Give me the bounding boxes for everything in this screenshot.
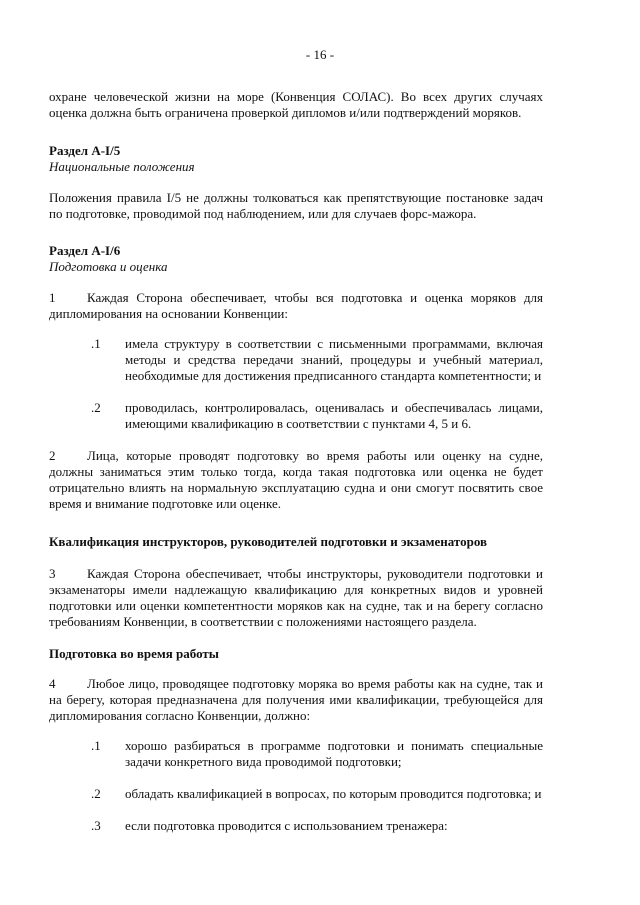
item-number: .2 [91,400,101,415]
document-body [49,89,543,834]
item-text: имела структуру в соответствии с письменными программами, включая методы и средства передачи знаний, процедуры и учебный материал, необходимые для достижения предписанного стандарта компетентности; и [125,336,543,383]
paragraph-4 [49,676,543,724]
paragraph-4-item-3 [91,818,543,834]
section-a16-subtitle: Подготовка и оценка [49,259,168,274]
onboard-section-title: Подготовка во время работы [49,646,219,661]
paragraph-2 [49,448,543,512]
paragraph-1-item-1 [91,336,543,384]
paragraph-4-item-1 [91,738,543,770]
section-a16-title: Раздел A-I/6 [49,243,121,258]
paragraph-2-text: Лица, которые проводят подготовку во время работы или оценку на судне, должны заниматься этим только тогда, когда такая подготовка или оценка не будет отрицательно влиять на нормальную эксплуатацию судна и они смогут посвятить свое время и внимание подготовке или оценке. [49,448,543,511]
item-text: если подготовка проводится с использованием тренажера: [125,818,448,833]
intro-paragraph: охране человеческой жизни на море (Конвенция СОЛАС). Во всех других случаях оценка должна быть ограничена проверкой дипломов и/или подтверждений моряков. [49,89,543,120]
page-number: - 16 - [305,47,335,62]
item-number: .2 [91,786,101,801]
paragraph-4-number: 4 [49,676,56,691]
paragraph-2-number: 2 [49,448,56,463]
section-a15-title: Раздел A-I/5 [49,143,121,158]
item-number: .1 [91,738,101,753]
item-text: хорошо разбираться в программе подготовки и понимать специальные задачи конкретного вида проводимой подготовки; [125,738,543,769]
paragraph-3-text: Каждая Сторона обеспечивает, чтобы инструкторы, руководители подготовки и экзаменаторы имели надлежащую квалификацию для конкретных видов и уровней подготовки или оценки компетентности моряков как на судне, так и на берегу согласно требованиям Конвенции, в соответствии с положениями настоящего раздела. [49,566,543,629]
section-a15-subtitle: Национальные положения [49,159,195,174]
item-number: .1 [91,336,101,351]
item-number: .3 [91,818,101,833]
paragraph-4-item-2 [91,786,543,802]
paragraph-3 [49,566,543,630]
paragraph-1-text: Каждая Сторона обеспечивает, чтобы вся подготовка и оценка моряков для дипломирования на основании Конвенции: [49,290,543,321]
paragraph-3-number: 3 [49,566,56,581]
qualification-section-title: Квалификация инструкторов, руководителей подготовки и экзаменаторов [49,534,488,549]
paragraph-1-number: 1 [49,290,56,305]
item-text: проводилась, контролировалась, оценивалась и обеспечивалась лицами, имеющими квалификацию в соответствии с пунктами 4, 5 и 6. [125,400,543,431]
paragraph-4-text: Любое лицо, проводящее подготовку моряка во время работы как на судне, так и на берегу, которая предназначена для получения ими квалификации, требующейся для дипломирования согласно Конвенции, должно: [49,676,543,723]
paragraph-1 [49,290,543,322]
section-a15-text: Положения правила I/5 не должны толковаться как препятствующие постановке задач по подготовке, проводимой под наблюдением, или для случаев форс-мажора. [49,190,543,221]
paragraph-1-item-2 [91,400,543,432]
item-text: обладать квалификацией в вопросах, по которым проводится подготовка; и [125,786,542,801]
